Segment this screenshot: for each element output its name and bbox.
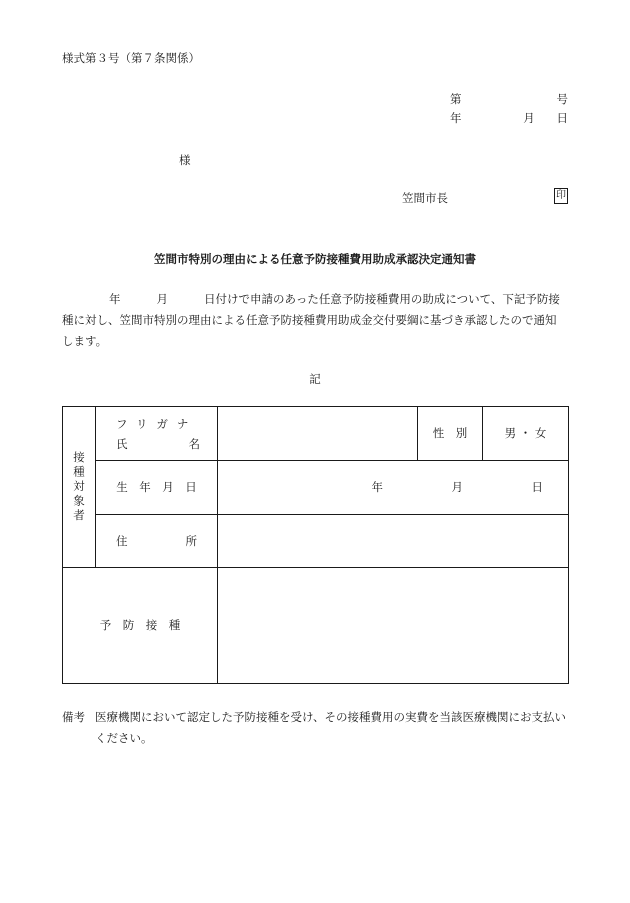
issue-day: 日 — [556, 111, 568, 125]
issue-year: 年 — [450, 111, 462, 125]
body-line1: 日付けで申請のあった任意予防接種費用の助成について、下記予防接 — [204, 292, 560, 306]
body-line2: 種に対し、笠間市特別の理由による任意予防接種費用助成金交付要綱に基づき承認したので通知 — [62, 313, 557, 327]
address-label-1: 住 — [116, 533, 128, 548]
form-number-label: 様式第３号（第７条関係） — [62, 51, 200, 65]
address-label-cell — [96, 515, 218, 568]
ki-heading: 記 — [309, 372, 321, 386]
address-field[interactable] — [218, 515, 569, 568]
body-paragraph — [62, 289, 572, 352]
vaccination-field[interactable] — [218, 568, 569, 684]
issue-date-row — [450, 110, 568, 126]
birth-field[interactable] — [218, 461, 569, 515]
birth-day: 日 — [531, 480, 543, 495]
seal-mark: 印 — [554, 188, 568, 204]
body-year: 年 — [109, 292, 121, 306]
address-label-2: 所 — [185, 533, 197, 548]
issue-month: 月 — [523, 111, 535, 125]
sex-label: 性 別 — [418, 407, 483, 461]
note-text: 医療機関において認定した予防接種を受け、その接種費用の実費を当該医療機関にお支払いください。 — [95, 710, 567, 745]
document-title: 笠間市特別の理由による任意予防接種費用助成承認決定通知書 — [154, 252, 476, 266]
body-line3: します。 — [62, 334, 108, 348]
birth-year: 年 — [371, 480, 383, 495]
name-field[interactable] — [218, 407, 418, 461]
body-month: 月 — [156, 292, 168, 306]
note-section — [62, 707, 572, 749]
sex-value[interactable]: 男 ・ 女 — [483, 407, 569, 461]
number-suffix: 号 — [556, 92, 568, 106]
document-number-row — [450, 91, 568, 107]
addressee-suffix: 様 — [179, 153, 191, 167]
issuer-name: 笠間市長 — [402, 191, 448, 205]
number-prefix: 第 — [450, 92, 462, 106]
note-heading: 備考 — [62, 710, 85, 724]
birth-label: 生 年 月 日 — [96, 461, 218, 515]
name-label-cell — [96, 407, 218, 461]
application-table — [62, 406, 569, 684]
furigana-label: フリガナ — [116, 416, 198, 431]
vaccination-label: 予 防 接 種 — [63, 568, 218, 684]
section-label-cell — [63, 407, 96, 568]
name-label-2: 名 — [188, 436, 200, 451]
name-label-1: 氏 — [116, 436, 128, 451]
section-label: 接種対象者 — [72, 450, 87, 524]
birth-month: 月 — [451, 480, 463, 495]
